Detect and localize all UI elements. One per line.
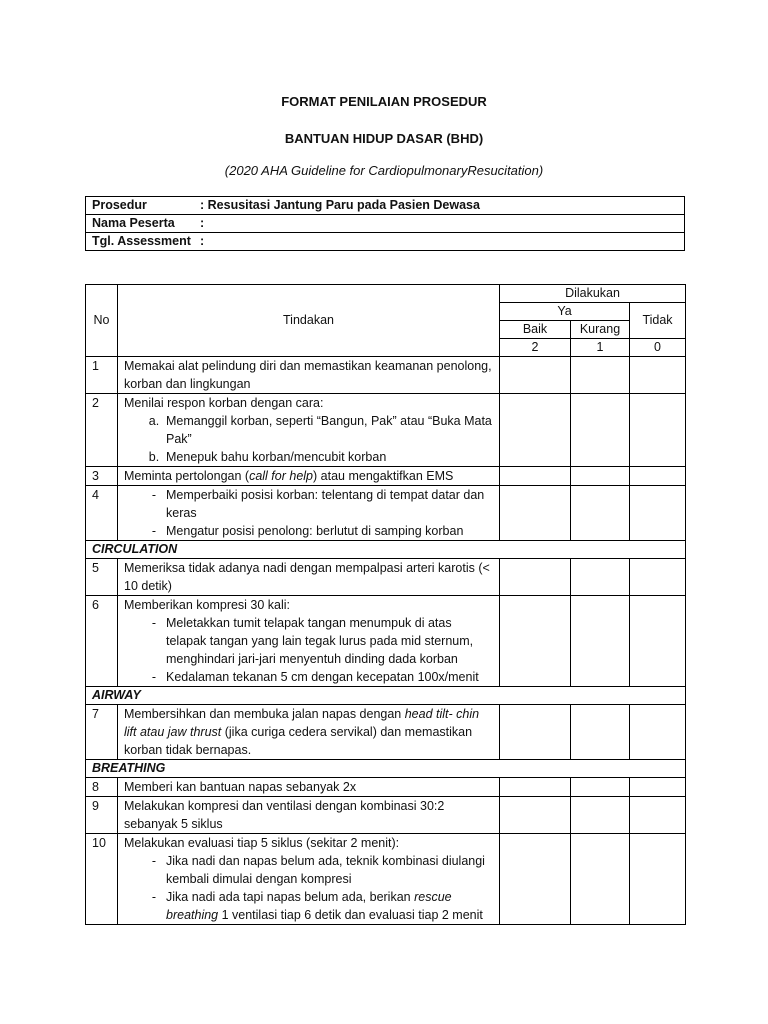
text-part: Membersihkan dan membuka jalan napas dengan [124, 707, 405, 721]
info-value: : Resusitasi Jantung Paru pada Pasien Dewasa [200, 198, 480, 212]
row-action: Melakukan kompresi dan ventilasi dengan kombinasi 30:2 sebanyak 5 siklus [118, 797, 500, 834]
info-label: Prosedur [92, 198, 147, 212]
header-tidak: Tidak [630, 303, 686, 339]
row-action-text: Melakukan evaluasi tiap 5 siklus (sekitar 2 menit): [124, 836, 400, 850]
row-no: 9 [86, 797, 118, 834]
sub-marker: b. [148, 450, 160, 464]
header-row [86, 285, 686, 303]
text-part: 1 ventilasi tiap 6 detik dan evaluasi tiap 2 menit [218, 908, 483, 922]
text-part: Jika nadi ada tapi napas belum ada, berikan [166, 890, 415, 904]
table-row [86, 357, 686, 394]
cell-tidak[interactable] [630, 559, 686, 596]
cell-tidak[interactable] [630, 394, 686, 467]
row-no: 3 [86, 467, 118, 486]
cell-kurang[interactable] [571, 778, 630, 797]
table-row [86, 705, 686, 760]
score-tidak: 0 [630, 339, 686, 357]
sub-item [124, 888, 493, 924]
table-row [86, 778, 686, 797]
info-label: Nama Peserta [92, 216, 175, 230]
row-action [118, 467, 500, 486]
sub-item [124, 614, 493, 668]
score-baik: 2 [500, 339, 571, 357]
doc-guideline: (2020 AHA Guideline for CardiopulmonaryResucitation) [224, 163, 544, 178]
info-row-prosedur [86, 197, 685, 215]
italic-part: call for help [249, 469, 314, 483]
score-kurang: 1 [571, 339, 630, 357]
header-dilakukan: Dilakukan [500, 285, 686, 303]
assessment-table [85, 284, 686, 925]
cell-baik[interactable] [500, 797, 571, 834]
dash-marker: - [151, 488, 157, 502]
cell-kurang[interactable] [571, 797, 630, 834]
cell-kurang[interactable] [571, 486, 630, 541]
info-value: : [200, 234, 205, 248]
cell-kurang[interactable] [571, 357, 630, 394]
row-no: 8 [86, 778, 118, 797]
cell-tidak[interactable] [630, 467, 686, 486]
cell-kurang[interactable] [571, 596, 630, 687]
dash-marker: - [151, 854, 157, 868]
row-action-text: Memberikan kompresi 30 kali: [124, 598, 291, 612]
cell-kurang[interactable] [571, 467, 630, 486]
cell-baik[interactable] [500, 357, 571, 394]
cell-kurang[interactable] [571, 834, 630, 925]
sub-text: Menepuk bahu korban/mencubit korban [166, 450, 387, 464]
dash-marker: - [151, 670, 157, 684]
sub-marker: a. [148, 414, 160, 428]
sub-item [124, 852, 493, 888]
row-action: Memeriksa tidak adanya nadi dengan mempalpasi arteri karotis (< 10 detik) [118, 559, 500, 596]
header-no: No [86, 285, 118, 357]
doc-title: FORMAT PENILAIAN PROSEDUR [281, 94, 487, 109]
dash-marker: - [151, 616, 157, 630]
cell-baik[interactable] [500, 705, 571, 760]
info-label: Tgl. Assessment [92, 234, 191, 248]
table-row [86, 797, 686, 834]
cell-tidak[interactable] [630, 834, 686, 925]
cell-baik[interactable] [500, 559, 571, 596]
header-ya: Ya [500, 303, 630, 321]
section-row [86, 687, 686, 705]
row-action-text: Menilai respon korban dengan cara: [124, 396, 324, 410]
header-kurang: Kurang [571, 321, 630, 339]
sub-item [124, 668, 493, 686]
section-row [86, 541, 686, 559]
sub-item [124, 486, 493, 522]
table-row [86, 596, 686, 687]
table-row [86, 559, 686, 596]
cell-baik[interactable] [500, 834, 571, 925]
info-value: : [200, 216, 205, 230]
header-baik: Baik [500, 321, 571, 339]
text-part: ) atau mengaktifkan EMS [313, 469, 454, 483]
sub-text: Mengatur posisi penolong: berlutut di samping korban [166, 524, 464, 538]
row-no: 2 [86, 394, 118, 467]
cell-baik[interactable] [500, 394, 571, 467]
sub-text [166, 888, 493, 924]
cell-tidak[interactable] [630, 596, 686, 687]
section-breathing: BREATHING [86, 760, 686, 778]
sub-text: Memanggil korban, seperti “Bangun, Pak” atau “Buka Mata Pak” [166, 414, 492, 446]
row-action [118, 596, 500, 687]
cell-baik[interactable] [500, 778, 571, 797]
dash-marker: - [151, 524, 157, 538]
sub-text: Kedalaman tekanan 5 cm dengan kecepatan 100x/menit [166, 670, 479, 684]
row-no: 5 [86, 559, 118, 596]
section-airway: AIRWAY [86, 687, 686, 705]
row-action: Memakai alat pelindung diri dan memastikan keamanan penolong, korban dan lingkungan [118, 357, 500, 394]
cell-tidak[interactable] [630, 778, 686, 797]
sub-item [124, 522, 493, 540]
italic-part: rescue breathing [166, 890, 452, 922]
section-row [86, 760, 686, 778]
header-tindakan: Tindakan [118, 285, 500, 357]
row-action [118, 705, 500, 760]
dash-marker: - [151, 890, 157, 904]
sub-item [124, 412, 493, 448]
cell-tidak[interactable] [630, 486, 686, 541]
row-action [118, 834, 500, 925]
cell-tidak[interactable] [630, 797, 686, 834]
cell-baik[interactable] [500, 486, 571, 541]
row-action [118, 486, 500, 541]
row-action [118, 394, 500, 467]
info-row-nama [86, 215, 685, 233]
row-no: 7 [86, 705, 118, 760]
cell-baik[interactable] [500, 467, 571, 486]
cell-tidak[interactable] [630, 357, 686, 394]
doc-subtitle: BANTUAN HIDUP DASAR (BHD) [284, 131, 484, 146]
row-no: 6 [86, 596, 118, 687]
cell-kurang[interactable] [571, 559, 630, 596]
row-no: 10 [86, 834, 118, 925]
row-no: 4 [86, 486, 118, 541]
italic-part: head tilt- chin lift atau jaw thrust [124, 707, 480, 739]
table-row [86, 834, 686, 925]
table-row [86, 394, 686, 467]
table-row [86, 486, 686, 541]
row-no: 1 [86, 357, 118, 394]
section-circulation: CIRCULATION [86, 541, 686, 559]
info-row-tanggal [86, 233, 685, 251]
sub-text: Memperbaiki posisi korban: telentang di tempat datar dan keras [166, 488, 485, 520]
cell-kurang[interactable] [571, 705, 630, 760]
sub-text: Meletakkan tumit telapak tangan menumpuk di atas telapak tangan yang lain tegak lurus pada mid sternum, menghindari jari-jari menyentuh dinding dada korban [166, 616, 474, 666]
row-action: Memberi kan bantuan napas sebanyak 2x [118, 778, 500, 797]
cell-baik[interactable] [500, 596, 571, 687]
cell-kurang[interactable] [571, 394, 630, 467]
table-row [86, 467, 686, 486]
cell-tidak[interactable] [630, 705, 686, 760]
info-table [85, 196, 685, 251]
sub-item [124, 448, 493, 466]
sub-text: Jika nadi dan napas belum ada, teknik kombinasi diulangi kembali dimulai dengan kompresi [166, 854, 485, 886]
text-part: (jika curiga cedera servikal) dan memastikan korban tidak bernapas. [124, 725, 473, 757]
text-part: Meminta pertolongan ( [124, 469, 250, 483]
